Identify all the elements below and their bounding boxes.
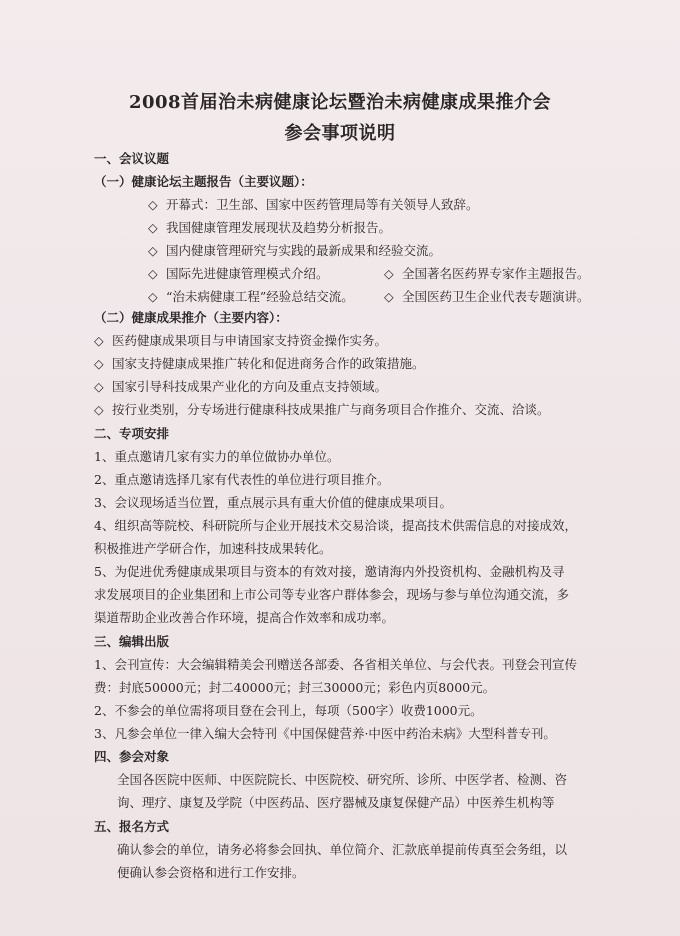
paragraph-line: 5、为促进优秀健康成果项目与资本的有效对接，邀请海内外投资机构、金融机构及寻 [94, 564, 565, 579]
list-item: ◇ 医药健康成果项目与申请国家支持资金操作实务。 [94, 333, 388, 348]
list-item: ◇ 国家支持健康成果推广转化和促进商务合作的政策措施。 [94, 356, 425, 371]
paragraph-line: 求发展项目的企业集团和上市公司等专业客户群体参会，现场与参与单位沟通交流，多 [94, 587, 570, 602]
section-heading: 一、会议议题 [94, 151, 170, 166]
subsection-heading: （一）健康论坛主题报告（主要议题）： [94, 174, 313, 189]
list-item: ◇ 我国健康管理发展现状及趋势分析报告。 [148, 220, 392, 235]
diamond-bullet-icon: ◇ [94, 379, 104, 394]
diamond-bullet-icon: ◇ [94, 402, 104, 417]
diamond-bullet-icon: ◇ [148, 220, 158, 235]
diamond-bullet-icon: ◇ [148, 243, 158, 258]
paragraph-line: 4、组织高等院校、科研院所与企业开展技术交易洽谈，提高技术供需信息的对接成效， [94, 518, 577, 533]
list-item: ◇ 国际先进健康管理模式介绍。 [148, 266, 329, 281]
paragraph-line: 1、重点邀请几家有实力的单位做协办单位。 [94, 449, 340, 464]
paragraph-line: 3、凡参会单位一律入编大会特刊《中国保健营养·中医中药治未病》大型科普专刊。 [94, 726, 556, 741]
section-heading: 二、专项安排 [94, 426, 170, 441]
paragraph-line: 积极推进产学研合作，加速科技成果转化。 [94, 541, 332, 556]
paragraph-line: 3、会议现场适当位置，重点展示具有重大价值的健康成果项目。 [94, 495, 452, 510]
list-item: ◇ “治未病健康工程”经验总结交流。 [148, 289, 354, 304]
subsection-heading: （二）健康成果推介（主要内容）： [94, 310, 288, 325]
section-heading: 四、参会对象 [94, 749, 170, 764]
list-item: ◇ 国内健康管理研究与实践的最新成果和经验交流。 [148, 243, 442, 258]
paragraph-line: 便确认参会资格和进行工作安排。 [117, 865, 305, 880]
document-title: 2008首届治未病健康论坛暨治未病健康成果推介会 [128, 92, 552, 113]
paragraph-line: 费：封底50000元；封二40000元；封三30000元；彩色内页8000元。 [94, 680, 496, 695]
section-heading: 三、编辑出版 [94, 634, 170, 649]
diamond-bullet-icon: ◇ [384, 289, 394, 304]
diamond-bullet-icon: ◇ [148, 266, 158, 281]
paragraph-line: 1、会刊宣传：大会编辑精美会刊赠送各部委、各省相关单位、与会代表。刊登会刊宣传 [94, 657, 577, 672]
diamond-bullet-icon: ◇ [384, 266, 394, 281]
list-item: ◇ 全国医药卫生企业代表专题演讲。 [384, 289, 590, 304]
paragraph-line: 确认参会的单位，请务必将参会回执、单位简介、汇款底单提前传真至会务组，以 [117, 842, 568, 857]
diamond-bullet-icon: ◇ [94, 333, 104, 348]
list-item: ◇ 按行业类别，分专场进行健康科技成果推广与商务项目合作推介、交流、洽谈。 [94, 402, 550, 417]
diamond-bullet-icon: ◇ [148, 197, 158, 212]
list-item: ◇ 全国著名医药界专家作主题报告。 [384, 266, 590, 281]
list-item: ◇ 开幕式：卫生部、国家中医药管理局等有关领导人致辞。 [148, 197, 479, 212]
paragraph-line: 2、不参会的单位需将项目登在会刊上，每项（500字）收费1000元。 [94, 703, 483, 718]
paragraph-line: 渠道帮助企业改善合作环境，提高合作效率和成功率。 [94, 610, 395, 625]
diamond-bullet-icon: ◇ [148, 289, 158, 304]
paragraph-line: 询、理疗、康复及学院（中医药品、医疗器械及康复保健产品）中医养生机构等 [117, 795, 555, 810]
list-item: ◇ 国家引导科技成果产业化的方向及重点支持领域。 [94, 379, 388, 394]
section-heading: 五、报名方式 [94, 819, 170, 834]
document-subtitle: 参会事项说明 [284, 123, 396, 144]
paragraph-line: 2、重点邀请选择几家有代表性的单位进行项目推介。 [94, 472, 390, 487]
diamond-bullet-icon: ◇ [94, 356, 104, 371]
paragraph-line: 全国各医院中医师、中医院院长、中医院校、研究所、诊所、中医学者、检测、咨 [117, 772, 568, 787]
